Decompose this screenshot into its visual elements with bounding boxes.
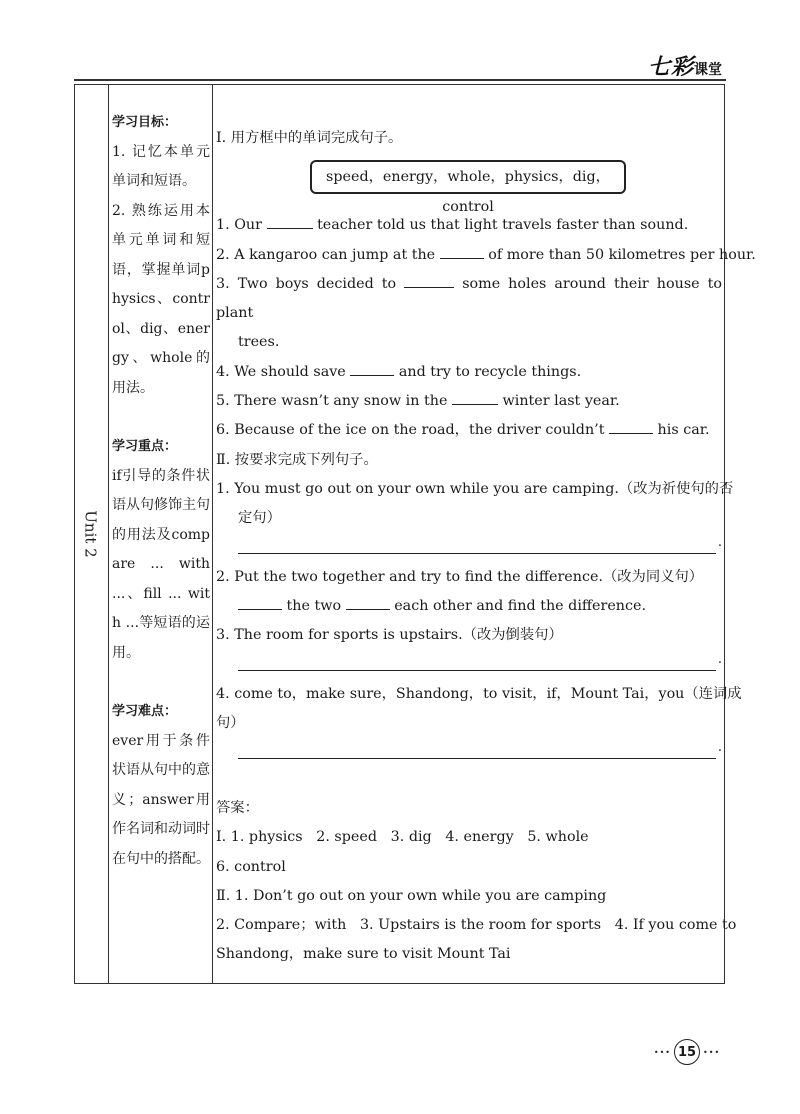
item-number: 2. bbox=[216, 568, 230, 585]
s2-item-4 bbox=[216, 680, 742, 709]
answer-blank[interactable] bbox=[346, 608, 390, 610]
item-text: You must go out on your own while you are camping.（改为祈使句的否 bbox=[234, 480, 734, 497]
goal-line-2: 2. 熟练运用本单元单词和短语，掌握单词physics、control、dig、energy、whole的用法。 bbox=[112, 202, 210, 396]
item-number: 1. bbox=[216, 217, 230, 234]
word-box: speed，energy，whole，physics，dig，control bbox=[310, 160, 626, 194]
brand-logo bbox=[648, 50, 722, 81]
item-text: The room for sports is upstairs.（改为倒装句） bbox=[234, 627, 563, 644]
objectives-column bbox=[112, 108, 210, 874]
item-text-post: winter last year. bbox=[502, 393, 620, 410]
unit-column bbox=[74, 84, 108, 984]
s1-item-2 bbox=[216, 241, 756, 270]
answer-line-3[interactable] bbox=[216, 651, 722, 680]
s1-item-4 bbox=[216, 358, 722, 387]
answer-blank[interactable] bbox=[440, 257, 484, 259]
brand-name: 七彩 bbox=[647, 55, 694, 80]
decor-dots-right: ••• bbox=[703, 1047, 721, 1057]
exercise-column bbox=[216, 124, 756, 970]
item-text-pre: Two boys decided to bbox=[237, 275, 397, 292]
item-text-post: of more than 50 kilometres per hour. bbox=[488, 246, 756, 263]
answer-blank[interactable] bbox=[238, 608, 282, 610]
section1-title: Ⅰ. 用方框中的单词完成句子。 bbox=[216, 130, 403, 146]
s1-item-3 bbox=[216, 270, 722, 329]
answer-blank[interactable] bbox=[452, 403, 498, 405]
item-text-pre: We should save bbox=[234, 363, 346, 380]
item-number: 5. bbox=[216, 393, 230, 410]
focus-text: if引导的条件状语从句修饰主句的用法及compare ... with ...、fill ... with ...等短语的运用。 bbox=[112, 467, 210, 661]
unit-label: Unit 2 bbox=[82, 510, 101, 558]
column-divider-unit bbox=[108, 84, 109, 984]
item-text-pre: A kangaroo can jump at the bbox=[234, 246, 436, 263]
s2-item-2-rewrite bbox=[216, 592, 722, 621]
s2-item-4-cont: 句） bbox=[216, 715, 245, 732]
rewrite-tail: each other and find the difference. bbox=[394, 598, 647, 615]
header-rule bbox=[74, 79, 726, 81]
column-divider-objectives bbox=[212, 84, 213, 984]
answer-blank[interactable] bbox=[609, 432, 653, 434]
difficulty-title: 学习难点： bbox=[112, 704, 178, 719]
item-text-post: some holes around their house to plant bbox=[216, 275, 722, 322]
item-number: 3. bbox=[216, 627, 230, 644]
s1-item-3-cont: trees. bbox=[238, 334, 280, 351]
item-text-post: teacher told us that light travels faster than sound. bbox=[317, 217, 689, 234]
item-number: 2. bbox=[216, 246, 230, 263]
answer-blank[interactable] bbox=[350, 374, 394, 376]
item-text-pre: There wasn’t any snow in the bbox=[234, 393, 448, 410]
s1-item-1 bbox=[216, 211, 722, 240]
item-text: Put the two together and try to find the difference.（改为同义句） bbox=[234, 568, 704, 585]
item-number: 4. bbox=[216, 363, 230, 380]
answers-line-3: Ⅱ. 1. Don’t go out on your own while you are camping bbox=[216, 887, 607, 904]
item-number: 6. bbox=[216, 422, 230, 439]
s2-item-3 bbox=[216, 621, 722, 650]
answer-period: . bbox=[717, 534, 722, 550]
item-number: 4. bbox=[216, 686, 230, 703]
item-text-post: and try to recycle things. bbox=[398, 363, 582, 380]
answer-period: . bbox=[717, 651, 722, 667]
item-number: 1. bbox=[216, 480, 230, 497]
answer-blank[interactable] bbox=[267, 227, 313, 229]
item-text-pre: Because of the ice on the road，the driver couldn’t bbox=[234, 422, 605, 439]
focus-title: 学习重点： bbox=[112, 439, 178, 454]
answer-line-1[interactable] bbox=[216, 534, 722, 563]
answer-line-4[interactable] bbox=[216, 739, 722, 768]
word-box-row bbox=[216, 153, 722, 216]
answers-line-4: 2. Compare；with 3. Upstairs is the room for sports 4. If you come to bbox=[216, 917, 737, 934]
answer-blank[interactable] bbox=[404, 286, 454, 288]
answers-title: 答案： bbox=[216, 799, 259, 816]
brand-suffix: 课堂 bbox=[694, 62, 722, 78]
item-text-pre: Our bbox=[234, 217, 262, 234]
s1-item-5 bbox=[216, 387, 722, 416]
s2-item-1-cont: 定句） bbox=[238, 510, 281, 527]
item-text-post: his car. bbox=[657, 422, 710, 439]
answers-line-2: 6. control bbox=[216, 858, 286, 875]
difficulty-text: ever用于条件状语从句中的意义；answer用作名词和动词时在句中的搭配。 bbox=[112, 732, 210, 867]
page-number-badge bbox=[652, 1039, 722, 1065]
s2-item-1 bbox=[216, 475, 734, 504]
section2-title: Ⅱ. 按要求完成下列句子。 bbox=[216, 451, 378, 468]
goal-line-1: 1. 记忆本单元单词和短语。 bbox=[112, 143, 210, 189]
decor-dots-left: ••• bbox=[653, 1047, 671, 1057]
item-number: 3. bbox=[216, 275, 230, 292]
s1-item-6 bbox=[216, 416, 722, 445]
answers-line-5: Shandong，make sure to visit Mount Tai bbox=[216, 946, 511, 963]
answer-period: . bbox=[717, 739, 722, 755]
item-text: come to，make sure，Shandong，to visit，if，Mount Tai，you（连词成 bbox=[234, 686, 742, 703]
goal-title: 学习目标： bbox=[112, 115, 178, 130]
rewrite-mid: the two bbox=[286, 598, 342, 615]
page-number: 15 bbox=[674, 1039, 700, 1065]
answers-line-1: Ⅰ. 1. physics 2. speed 3. dig 4. energy 5. whole bbox=[216, 829, 589, 846]
s2-item-2 bbox=[216, 563, 722, 592]
